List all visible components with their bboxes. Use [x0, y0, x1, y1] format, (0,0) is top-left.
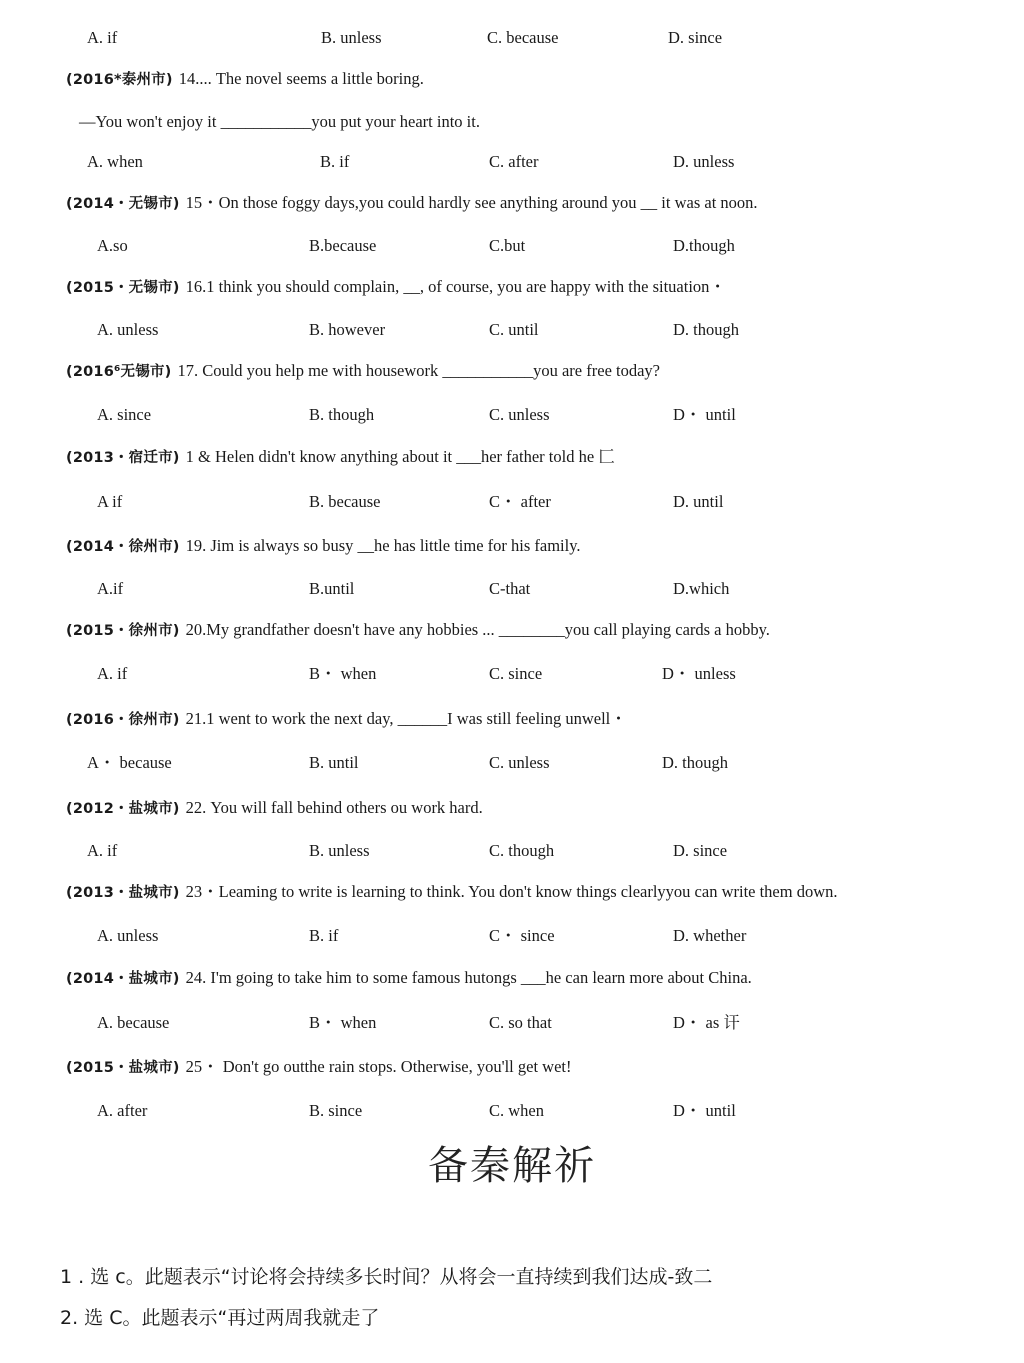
question-source: (2016⁶无锡市) [66, 364, 172, 380]
question-24 [66, 968, 752, 989]
option-c: C.but [489, 236, 526, 255]
option-c: C. unless [489, 753, 550, 772]
option-b: B. however [309, 320, 386, 339]
option-b: B.because [309, 236, 377, 255]
option-b: B. unless [309, 841, 370, 860]
question-14 [66, 69, 424, 90]
option-d: D・ until [673, 1101, 736, 1120]
question-15 [66, 193, 758, 214]
option-a: A. unless [97, 320, 159, 339]
option-a: A.if [97, 579, 124, 598]
question-text: 21.1 went to work the next day, ______I was still feeling unwell・ [185, 709, 627, 728]
question-23 [66, 882, 838, 903]
option-a: A. if [97, 664, 128, 683]
option-b: B.until [309, 579, 355, 598]
question-21 [66, 709, 627, 730]
question-source: (2016*泰州市) [66, 72, 173, 88]
option-d: D. whether [673, 926, 747, 945]
question-text: 20.My grandfather doesn't have any hobbies ... ________you call playing cards a hobby. [185, 620, 770, 639]
question-20 [66, 620, 770, 641]
option-c: C. unless [489, 405, 550, 424]
question-text: 19. Jim is always so busy __he has little time for his family. [185, 536, 581, 555]
question-text: 17. Could you help me with housework ___________you are free today? [177, 361, 660, 380]
option-b: B. since [309, 1101, 363, 1120]
option-d: D.which [673, 579, 730, 598]
question-17 [66, 361, 660, 382]
option-c: C. because [487, 28, 559, 47]
section-title: 备秦解祈 [428, 1143, 596, 1189]
question-source: (2015・徐州市) [66, 623, 180, 639]
question-source: (2016・徐州市) [66, 712, 180, 728]
option-c: C. since [489, 664, 543, 683]
option-b: B. because [309, 492, 381, 511]
option-d: D. though [662, 753, 728, 772]
option-b: B・ when [309, 1013, 377, 1032]
question-text: 24. I'm going to take him to some famous hutongs ___he can learn more about China. [185, 968, 752, 987]
question-19 [66, 536, 581, 557]
option-c: C. until [489, 320, 539, 339]
question-14-reply: —You won't enjoy it ___________you put your heart into it. [79, 112, 480, 131]
option-c: C. so that [489, 1013, 552, 1032]
answer-explanation-1: 1 . 选 c。此题表示“讨论将会持续多长时间？从将会一直持续到我们达成-致二 [60, 1266, 713, 1288]
option-c: C. though [489, 841, 555, 860]
question-25 [66, 1057, 571, 1078]
question-source: (2014・盐城市) [66, 971, 180, 987]
option-b: B・ when [309, 664, 377, 683]
option-b: B. if [320, 152, 350, 171]
option-a: A. if [87, 28, 118, 47]
question-22 [66, 798, 483, 819]
question-source: (2015・盐城市) [66, 1060, 180, 1076]
option-a: A. because [97, 1013, 170, 1032]
option-b: B. though [309, 405, 375, 424]
option-a: A・ because [87, 753, 172, 772]
question-source: (2012・盐城市) [66, 801, 180, 817]
option-a: A. since [97, 405, 152, 424]
option-c: C. when [489, 1101, 544, 1120]
option-d: D. since [668, 28, 723, 47]
question-source: (2014・无锡市) [66, 196, 180, 212]
option-b: B. until [309, 753, 359, 772]
option-c: C・ after [489, 492, 551, 511]
option-a: A.so [97, 236, 128, 255]
option-d: D・ as 讦 [673, 1013, 740, 1032]
option-d: D・ until [673, 405, 736, 424]
question-source: (2013・宿迁市) [66, 450, 180, 466]
question-text: 15・On those foggy days,you could hardly see anything around you __ it was at noon. [185, 193, 758, 212]
question-16 [66, 277, 726, 298]
option-d: D. though [673, 320, 739, 339]
question-text: 16.1 think you should complain, __, of course, you are happy with the situation・ [185, 277, 726, 296]
question-source: (2013・盐城市) [66, 885, 180, 901]
question-text: 25・ Don't go outthe rain stops. Otherwise, you'll get wet! [185, 1057, 572, 1076]
option-b: B. if [309, 926, 339, 945]
option-a: A. when [87, 152, 143, 171]
option-d: D. unless [673, 152, 735, 171]
option-a: A. if [87, 841, 118, 860]
option-d: D. until [673, 492, 724, 511]
option-b: B. unless [321, 28, 382, 47]
answer-explanation-2: 2. 选 C。此题表示“再过两周我就走了 [60, 1307, 380, 1329]
question-source: (2015・无锡市) [66, 280, 180, 296]
option-d: D. since [673, 841, 728, 860]
option-c: C. after [489, 152, 539, 171]
question-text: 22. You will fall behind others ou work hard. [185, 798, 483, 817]
option-a: A. after [97, 1101, 148, 1120]
option-d: D・ unless [662, 664, 736, 683]
question-text: 14.... The novel seems a little boring. [178, 69, 424, 88]
option-c: C-that [489, 579, 531, 598]
question-text: 23・Leaming to write is learning to think. You don't know things clearlyyou can write them down. [185, 882, 838, 901]
question-18 [66, 447, 615, 468]
question-text: 1 & Helen didn't know anything about it ___her father told he 匚 [185, 447, 615, 466]
option-d: D.though [673, 236, 735, 255]
option-c: C・ since [489, 926, 555, 945]
option-a: A. unless [97, 926, 159, 945]
option-a: A if [97, 492, 123, 511]
question-source: (2014・徐州市) [66, 539, 180, 555]
